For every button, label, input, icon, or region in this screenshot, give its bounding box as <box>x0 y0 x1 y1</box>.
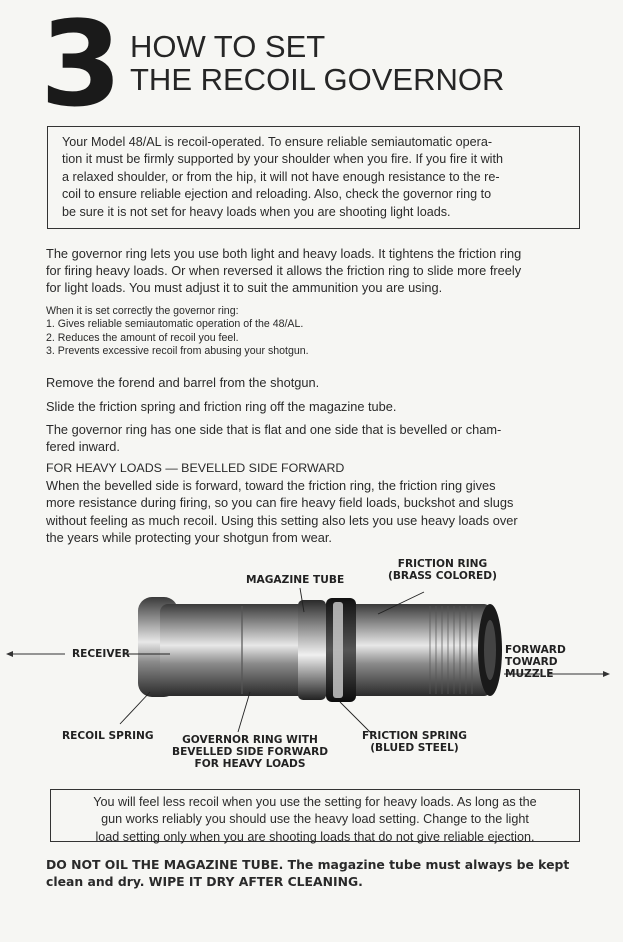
chapter-number: 3 <box>40 0 119 133</box>
label-forward-line: MUZZLE <box>505 668 554 680</box>
tube-end-inner <box>484 620 496 680</box>
heavy-loads-heading: FOR HEAVY LOADS — BEVELLED SIDE FORWARD <box>46 461 345 475</box>
label-governor-line: BEVELLED SIDE FORWARD <box>172 746 329 758</box>
heavy-loads-line: When the bevelled side is forward, toward the friction ring, the friction ring gives <box>46 478 496 494</box>
heavy-loads-section <box>46 460 586 546</box>
intro-line: Your Model 48/AL is recoil-operated. To ensure reliable semiautomatic opera- <box>62 135 493 149</box>
warning-line: DO NOT OIL THE MAGAZINE TUBE. The magazine tube must always be kept <box>46 857 570 872</box>
label-friction-spring <box>362 730 467 754</box>
sides-line: fered inward. <box>46 439 120 455</box>
warning-line: clean and dry. WIPE IT DRY AFTER CLEANING. <box>46 874 363 889</box>
label-friction-ring-line: (BRASS COLORED) <box>388 570 497 582</box>
sides-line: The governor ring has one side that is flat and one side that is bevelled or cham- <box>46 422 502 437</box>
page-title <box>130 30 504 96</box>
governor-ring <box>298 600 326 700</box>
intro-box <box>47 126 580 229</box>
governor-line: for firing heavy loads. Or when reversed it allows the friction ring to slide more freely <box>46 263 522 279</box>
benefits-intro: When it is set correctly the governor ring: <box>46 305 239 317</box>
benefit-item: 2. Reduces the amount of recoil you feel. <box>46 331 239 344</box>
benefit-item: 3. Prevents excessive recoil from abusing your shotgun. <box>46 345 309 358</box>
label-friction-spring-line: (BLUED STEEL) <box>370 742 459 754</box>
heavy-loads-line: more resistance during firing, so you can fire heavy field loads, buckshot and slugs <box>46 495 514 511</box>
governor-line: The governor ring lets you use both light and heavy loads. It tightens the friction ring <box>46 246 522 261</box>
label-friction-ring <box>388 558 497 582</box>
heavy-loads-line: without feeling as much recoil. Using this setting also lets you use heavy loads over <box>46 512 518 528</box>
label-forward-toward-muzzle <box>505 644 566 680</box>
step-sides <box>46 421 586 455</box>
step-remove: Remove the forend and barrel from the shotgun. <box>46 375 320 390</box>
governor-line: for light loads. You must adjust it to suit the ammunition you are using. <box>46 280 443 296</box>
benefits-list <box>46 305 586 359</box>
label-governor-line: FOR HEAVY LOADS <box>194 758 306 770</box>
label-forward-line: FORWARD <box>505 644 566 656</box>
friction-spring <box>356 604 490 696</box>
recoil-governor-diagram <box>0 552 623 788</box>
intro-line: a relaxed shoulder, or from the hip, it will not have enough resistance to the re- <box>62 169 500 184</box>
heavy-loads-line: the years while protecting your shotgun from wear. <box>46 529 332 545</box>
intro-line: coil to ensure reliable ejection and reloading. Also, check the governor ring to <box>62 187 492 202</box>
label-governor-line: GOVERNOR RING WITH <box>182 734 318 746</box>
benefit-item: 1. Gives reliable semiautomatic operation of the 48/AL. <box>46 318 304 331</box>
warning-text <box>46 856 586 890</box>
note-line: load setting only when you are shooting loads that do not give reliable ejection. <box>95 829 535 844</box>
title-line-1: HOW TO SET <box>130 29 326 64</box>
title-line-2: THE RECOIL GOVERNOR <box>130 62 505 97</box>
label-magazine-tube: MAGAZINE TUBE <box>246 574 345 586</box>
label-friction-spring-line: FRICTION SPRING <box>362 730 467 742</box>
governor-paragraph <box>46 245 586 297</box>
intro-line: tion it must be firmly supported by your shoulder when you fire. If you fire it with <box>62 152 503 167</box>
label-friction-ring-line: FRICTION RING <box>397 558 488 570</box>
intro-line: be sure it is not set for heavy loads when you are shooting light loads. <box>62 204 451 219</box>
note-box <box>50 789 580 842</box>
label-forward-line: TOWARD <box>505 656 558 668</box>
friction-ring-highlight <box>333 602 343 698</box>
label-receiver: RECEIVER <box>72 648 130 660</box>
note-line: You will feel less recoil when you use the setting for heavy loads. As long as the <box>93 795 537 809</box>
step-slide: Slide the friction spring and friction ring off the magazine tube. <box>46 399 397 414</box>
label-governor-ring <box>172 734 328 770</box>
label-recoil-spring: RECOIL SPRING <box>62 730 154 742</box>
note-line: gun works reliably you should use the heavy load setting. Change to the light <box>101 812 529 827</box>
receiver-arrow <box>6 651 65 657</box>
